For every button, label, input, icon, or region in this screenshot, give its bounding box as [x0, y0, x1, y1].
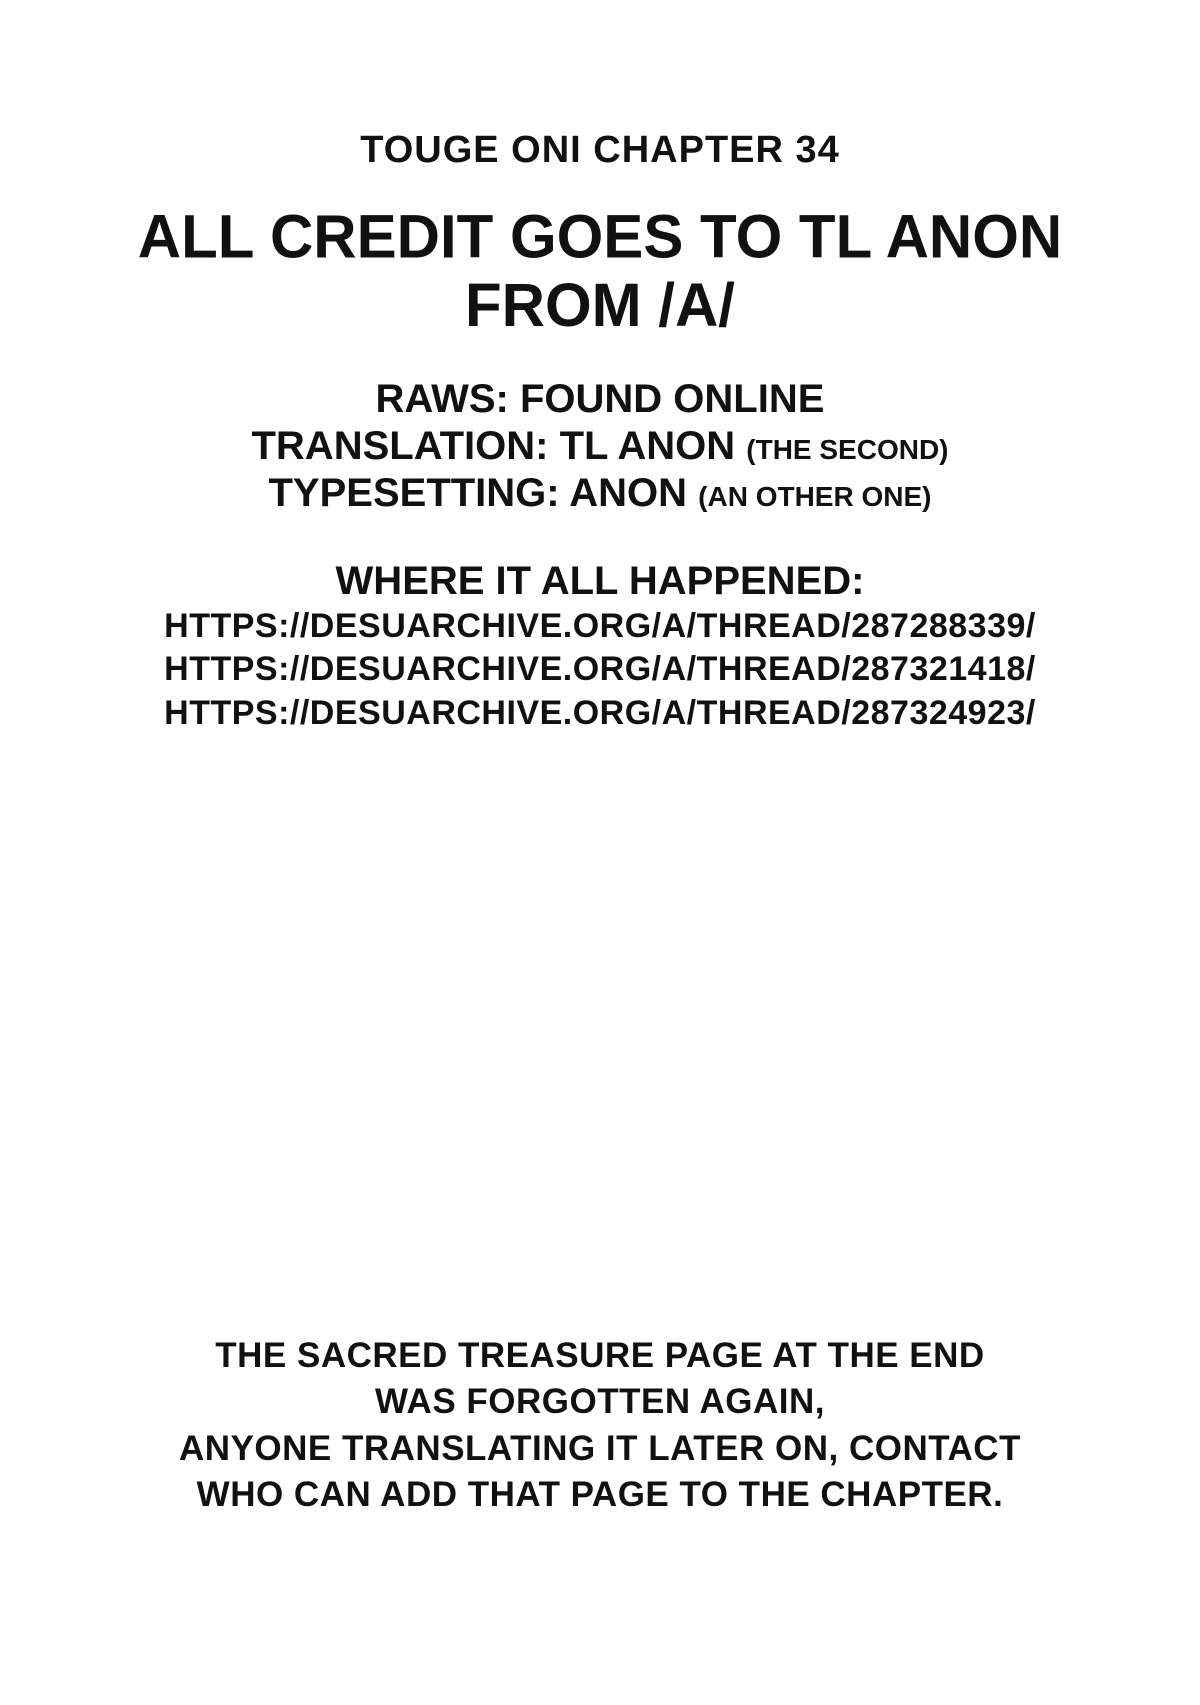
credit-typesetting-note: (AN OTHER ONE) — [698, 481, 932, 513]
main-title — [138, 202, 1063, 339]
credit-line-raws — [251, 376, 948, 423]
main-title-line-2: FROM /A/ — [465, 270, 735, 340]
thread-link: HTTPS://DESUARCHIVE.ORG/A/THREAD/287288339/ — [164, 606, 1036, 645]
credit-line-typesetting — [251, 470, 948, 517]
credit-translation-note: (THE SECOND) — [746, 434, 949, 466]
credit-typesetting-text: TYPESETTING: ANON — [268, 471, 688, 516]
footer-line: THE SACRED TREASURE PAGE AT THE END — [215, 1336, 985, 1376]
chapter-header: TOUGE ONI CHAPTER 34 — [360, 129, 840, 171]
footer-line: WHO CAN ADD THAT PAGE TO THE CHAPTER. — [196, 1474, 1004, 1514]
links-block — [164, 605, 1036, 736]
footer-line: ANYONE TRANSLATING IT LATER ON, CONTACT — [179, 1428, 1021, 1468]
main-title-line-1: ALL CREDIT GOES TO TL ANON — [137, 202, 1063, 271]
credit-translation-text: TRANSLATION: TL ANON — [251, 424, 736, 469]
thread-link: HTTPS://DESUARCHIVE.ORG/A/THREAD/287324923/ — [164, 693, 1036, 732]
footer-note — [179, 1333, 1021, 1518]
credits-block — [251, 376, 948, 518]
footer-line: WAS FORGOTTEN AGAIN, — [374, 1382, 826, 1422]
credit-raws-text: RAWS: FOUND ONLINE — [375, 376, 825, 421]
credit-line-translation — [251, 423, 948, 470]
thread-link: HTTPS://DESUARCHIVE.ORG/A/THREAD/287321418/ — [164, 650, 1036, 689]
where-heading: WHERE IT ALL HAPPENED: — [335, 558, 865, 603]
